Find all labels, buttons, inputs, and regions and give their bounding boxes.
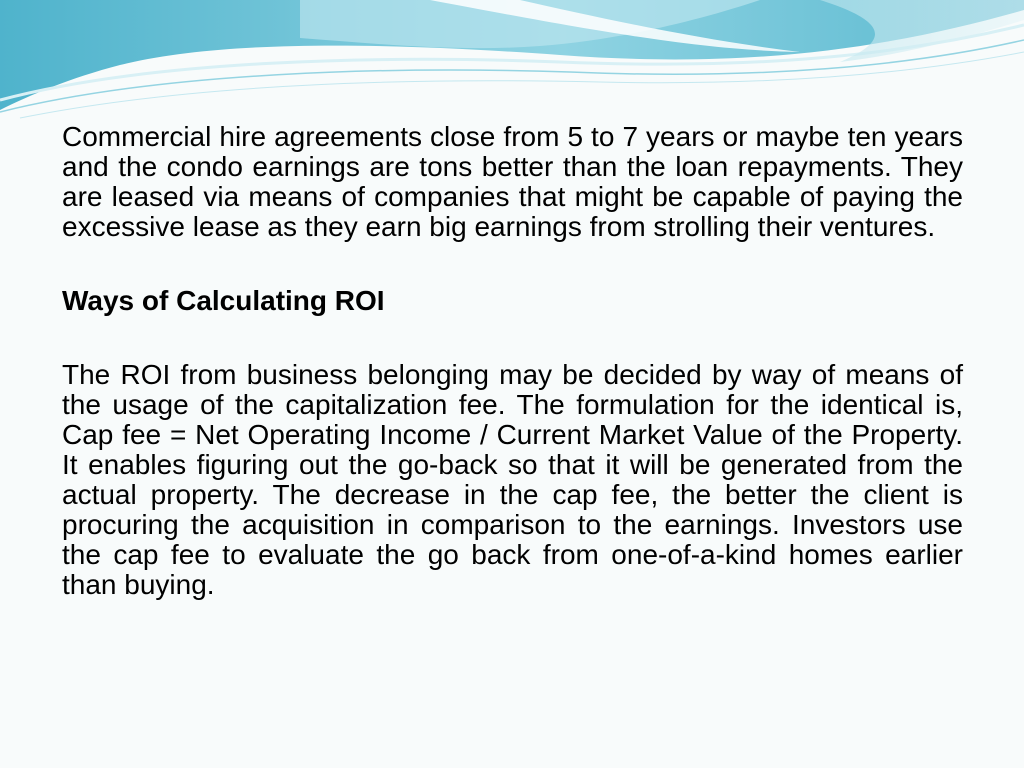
intro-paragraph: Commercial hire agreements close from 5 to 7 years or maybe ten years and the condo earnings are tons better than the loan repayments. They are leased via means of companies that might be capable of paying the excessive lease as they earn big earnings from strolling their ventures. <box>62 121 963 242</box>
slide-body <box>62 122 963 600</box>
header-wave-decoration <box>0 0 1024 130</box>
roi-paragraph: The ROI from business belonging may be decided by way of means of the usage of the capitalization fee. The formulation for the identical is, Cap fee = Net Operating Income / Current Market Value of the Property. It enables figuring out the go-back so that it will be generated from the actual property. The decrease in the cap fee, the better the client is procuring the acquisition in comparison to the earnings. Investors use the cap fee to evaluate the go back from one-of-a-kind homes earlier than buying. <box>62 359 963 600</box>
section-heading: Ways of Calculating ROI <box>62 285 385 316</box>
